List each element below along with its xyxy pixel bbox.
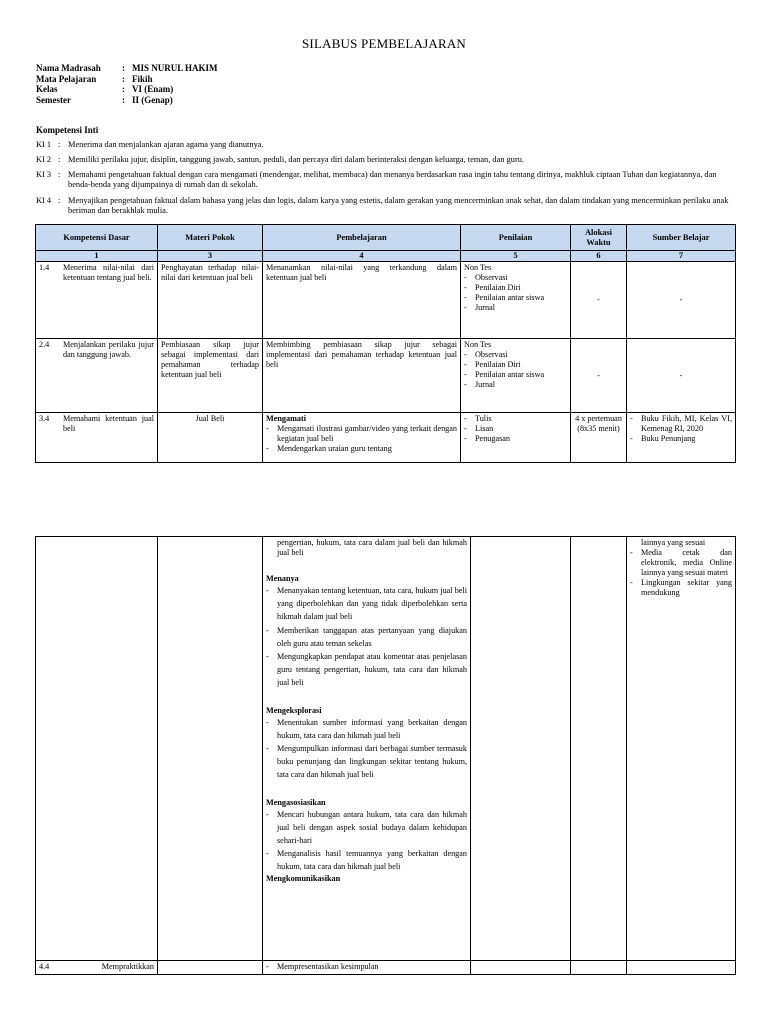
alokasi-cell: - bbox=[571, 262, 627, 339]
kd-text: Memahami ketentuan jual beli bbox=[63, 414, 154, 433]
penilaian-heading: Non Tes bbox=[464, 340, 492, 349]
penilaian-item: - Jurnal bbox=[464, 380, 567, 390]
activity-item: - Mengungkapkan pendapat atau komentar atas penjelasan guru tentang pengertian, hukum, tata cara dan hikmah jual beli bbox=[266, 650, 467, 690]
penilaian-cell bbox=[471, 537, 571, 961]
ki-item: KI 4 : Menyajikan pengetahuan faktual dalam bahasa yang jelas dan logis, dalam karya yang estetis, dalam gerakan yang mencerminkan anak sehat, dan dalam tindakan yang mencerminkan perilaku anak beriman dan berakhlak mulia. bbox=[36, 196, 736, 216]
document-title: SILABUS PEMBELAJARAN bbox=[302, 36, 466, 51]
identity-block bbox=[36, 63, 218, 105]
identity-key: Semester bbox=[36, 94, 71, 105]
identity-key: Nama Madrasah bbox=[36, 63, 101, 73]
sumber-cell bbox=[627, 413, 736, 463]
column-number: 6 bbox=[571, 251, 627, 262]
ki-heading: Kompetensi Inti bbox=[36, 125, 99, 135]
alokasi-cell: 4 x pertemuan (8x35 menit) bbox=[571, 413, 627, 463]
header-alokasi-waktu: Alokasi Waktu bbox=[571, 225, 627, 251]
stage-heading: Mengamati bbox=[266, 414, 307, 423]
pembelajaran-cell: Membimbing pembiasaan sikap jujur sebagai implementasi dari pemahaman terhadap ketentuan jual beli bbox=[263, 339, 461, 413]
table-row bbox=[36, 413, 736, 463]
sumber-cell: - bbox=[627, 339, 736, 413]
column-number: 5 bbox=[461, 251, 571, 262]
penilaian-cell bbox=[461, 413, 571, 463]
penilaian-item: - Observasi bbox=[464, 350, 567, 360]
pembelajaran-cell: Menanamkan nilai-nilai yang terkandung dalam ketentuan jual beli bbox=[263, 262, 461, 339]
kd-number: 3.4 bbox=[39, 414, 50, 423]
sumber-cell bbox=[627, 537, 736, 961]
header-materi-pokok: Materi Pokok bbox=[158, 225, 263, 251]
column-number: 7 bbox=[627, 251, 736, 262]
materi-cell bbox=[158, 961, 263, 975]
ki-text: Menerima dan menjalankan ajaran agama yang dianutnya. bbox=[68, 140, 264, 149]
activity-item: - Mendengarkan uraian guru tentang bbox=[266, 444, 457, 454]
alokasi-cell bbox=[571, 961, 627, 975]
activity-item: - Menganalisis hasil temuannya yang berkaitan dengan hukum, tata cara dan hikmah jual beli bbox=[266, 847, 467, 873]
activity-item bbox=[266, 962, 467, 972]
stage-heading: Mengeksplorasi bbox=[266, 705, 322, 715]
table-row bbox=[36, 537, 736, 961]
ki-number: KI 4 bbox=[36, 196, 52, 205]
penilaian-item: - Tulis bbox=[464, 414, 567, 424]
sumber-cell bbox=[627, 961, 736, 975]
identity-key: Mata Pelajaran bbox=[36, 73, 97, 84]
kd-cell bbox=[36, 537, 158, 961]
activity-item: - Mencari hubungan antara hukum, tata cara dan hikmah jual beli dengan aspek sosial budaya dalam kehidupan sehari-hari bbox=[266, 808, 467, 848]
kd-text: Mempraktikkan bbox=[101, 962, 154, 971]
activity-text: - Mempresentasikan kesimpulan bbox=[277, 962, 379, 971]
kd-text: Menjalankan perilaku jujur dan tanggung jawab. bbox=[63, 340, 154, 359]
header-row bbox=[36, 225, 736, 251]
identity-value: VI (Enam) bbox=[132, 84, 174, 94]
kd-text: Menerima nilai-nilai dari ketentuan tentang jual beli. bbox=[63, 263, 154, 282]
activity-continued: pengertian, hukum, tata cara dalam jual beli dan hikmah jual beli bbox=[277, 538, 467, 557]
ki-item: KI 3 : Memahami pengetahuan faktual dengan cara mengamati (mendengar, melihat, membaca) dan menanya berdasarkan rasa ingin tahu tentang dirinya, makhluk ciptaan Tuhan dan kegiatannya, dan benda-benda yang dijumpainya di rumah dan di sekolah. bbox=[36, 170, 736, 190]
activity-item: - Memberikan tanggapan atas pertanyaan yang diajukan oleh guru atau teman sekelas bbox=[266, 624, 467, 650]
identity-value: MIS NURUL HAKIM bbox=[132, 63, 218, 73]
penilaian-item: - Jurnal bbox=[464, 303, 567, 313]
pembelajaran-cell bbox=[263, 413, 461, 463]
penilaian-item: - Penilaian antar siswa bbox=[464, 293, 567, 303]
materi-cell: Penghayatan terhadap nilai-nilai dari ketentuan jual beli bbox=[158, 262, 263, 339]
alokasi-cell bbox=[571, 537, 627, 961]
ki-text: Memiliki perilaku jujur, disiplin, tanggung jawab, santun, peduli, dan percaya diri dalam berinteraksi dengan keluarga, teman, dan guru. bbox=[68, 155, 525, 164]
table-row bbox=[36, 339, 736, 413]
ki-number: KI 2 bbox=[36, 155, 52, 164]
penilaian-item: - Penilaian Diri bbox=[464, 360, 567, 370]
materi-cell bbox=[158, 537, 263, 961]
header-kompetensi-dasar: Kompetensi Dasar bbox=[36, 225, 158, 251]
penilaian-item: - Lisan bbox=[464, 424, 567, 434]
stage-heading: Mengkomunikasikan bbox=[266, 873, 341, 883]
sumber-item: - Lingkungan sekitar yang mendukung bbox=[630, 578, 732, 598]
header-pembelajaran: Pembelajaran bbox=[263, 225, 461, 251]
activity-item: - Menanyakan tentang ketentuan, tata cara, hukum jual beli yang diperbolehkan dan yang tidak diperbolehkan serta hikmah dalam jual beli bbox=[266, 584, 467, 624]
ki-text: Memahami pengetahuan faktual dengan cara mengamati (mendengar, melihat, membaca) dan menanya berdasarkan rasa ingin tahu tentang dirinya, makhluk ciptaan Tuhan dan kegiatannya, dan benda-benda yang dijumpainya di rumah dan di sekolah. bbox=[68, 170, 717, 189]
materi-cell: Pembiasaan sikap jujur sebagai implementasi dari pemahaman terhadap ketentuan jual beli bbox=[158, 339, 263, 413]
column-number-row bbox=[36, 251, 736, 262]
stage-heading: Mengasosiasikan bbox=[266, 797, 326, 807]
pembelajaran-cell bbox=[263, 961, 471, 975]
column-number: 3 bbox=[158, 251, 263, 262]
materi-cell: Jual Beli bbox=[158, 413, 263, 463]
penilaian-heading: Non Tes bbox=[464, 263, 492, 272]
syllabus-table bbox=[35, 224, 736, 463]
identity-value: II (Genap) bbox=[132, 94, 173, 105]
pembelajaran-cell bbox=[263, 537, 471, 961]
activity-item: - Mengumpulkan informasi dari berbagai sumber termasuk buku penunjang dan lingkungan sekitar tentang hukum, tata cara dan hikmah jual beli bbox=[266, 742, 467, 782]
penilaian-item: - Observasi bbox=[464, 273, 567, 283]
identity-row: Kelas : VI (Enam) bbox=[36, 84, 174, 94]
sumber-cell: - bbox=[627, 262, 736, 339]
sumber-item: - Buku Fikih, MI, Kelas VI, Kemenag RI, 2020 bbox=[630, 414, 732, 434]
sumber-item: - Buku Penunjang bbox=[630, 434, 732, 444]
sumber-item: - Media cetak dan elektronik, media Online lainnya yang sesuai materi bbox=[630, 548, 732, 578]
penilaian-item: - Penilaian Diri bbox=[464, 283, 567, 293]
header-sumber-belajar: Sumber Belajar bbox=[627, 225, 736, 251]
sumber-continued: lainnya yang sesuai bbox=[641, 538, 706, 547]
ki-number: KI 3 bbox=[36, 170, 52, 179]
header-penilaian: Penilaian bbox=[461, 225, 571, 251]
identity-row: Mata Pelajaran : Fikih bbox=[36, 73, 153, 84]
penilaian-cell bbox=[461, 262, 571, 339]
penilaian-item: - Penugasan bbox=[464, 434, 567, 444]
penilaian-cell bbox=[471, 961, 571, 975]
kd-number: 2.4 bbox=[39, 340, 50, 349]
syllabus-table-continued bbox=[35, 536, 736, 975]
identity-row: Nama Madrasah : MIS NURUL HAKIM bbox=[36, 63, 218, 73]
table-row bbox=[36, 262, 736, 339]
activity-item: - Menentukan sumber informasi yang berkaitan dengan hukum, tata cara dan hikmah jual beli bbox=[266, 716, 467, 742]
table-row bbox=[36, 961, 736, 975]
penilaian-cell bbox=[461, 339, 571, 413]
stage-heading: Menanya bbox=[266, 574, 299, 583]
ki-item: KI 1 : Menerima dan menjalankan ajaran agama yang dianutnya. bbox=[36, 140, 736, 150]
ki-text: Menyajikan pengetahuan faktual dalam bahasa yang jelas dan logis, dalam karya yang estetis, dalam gerakan yang mencerminkan anak sehat, dan dalam tindakan yang mencerminkan perilaku anak beriman dan berakhlak mulia. bbox=[68, 196, 729, 215]
ki-number: KI 1 bbox=[36, 140, 52, 149]
kd-number: 1.4 bbox=[39, 263, 50, 272]
kd-number: 4.4 bbox=[39, 962, 50, 971]
identity-value: Fikih bbox=[132, 73, 153, 84]
column-number: 4 bbox=[263, 251, 461, 262]
alokasi-cell: - bbox=[571, 339, 627, 413]
ki-item: KI 2 : Memiliki perilaku jujur, disiplin, tanggung jawab, santun, peduli, dan percaya diri dalam berinteraksi dengan keluarga, teman, dan guru. bbox=[36, 155, 736, 165]
identity-row: Semester : II (Genap) bbox=[36, 94, 173, 105]
penilaian-item: - Penilaian antar siswa bbox=[464, 370, 567, 380]
activity-item: - Mengamati ilustrasi gambar/video yang terkait dengan kegiatan jual beli bbox=[266, 424, 457, 444]
identity-key: Kelas bbox=[36, 84, 58, 94]
column-number: 1 bbox=[36, 251, 158, 262]
